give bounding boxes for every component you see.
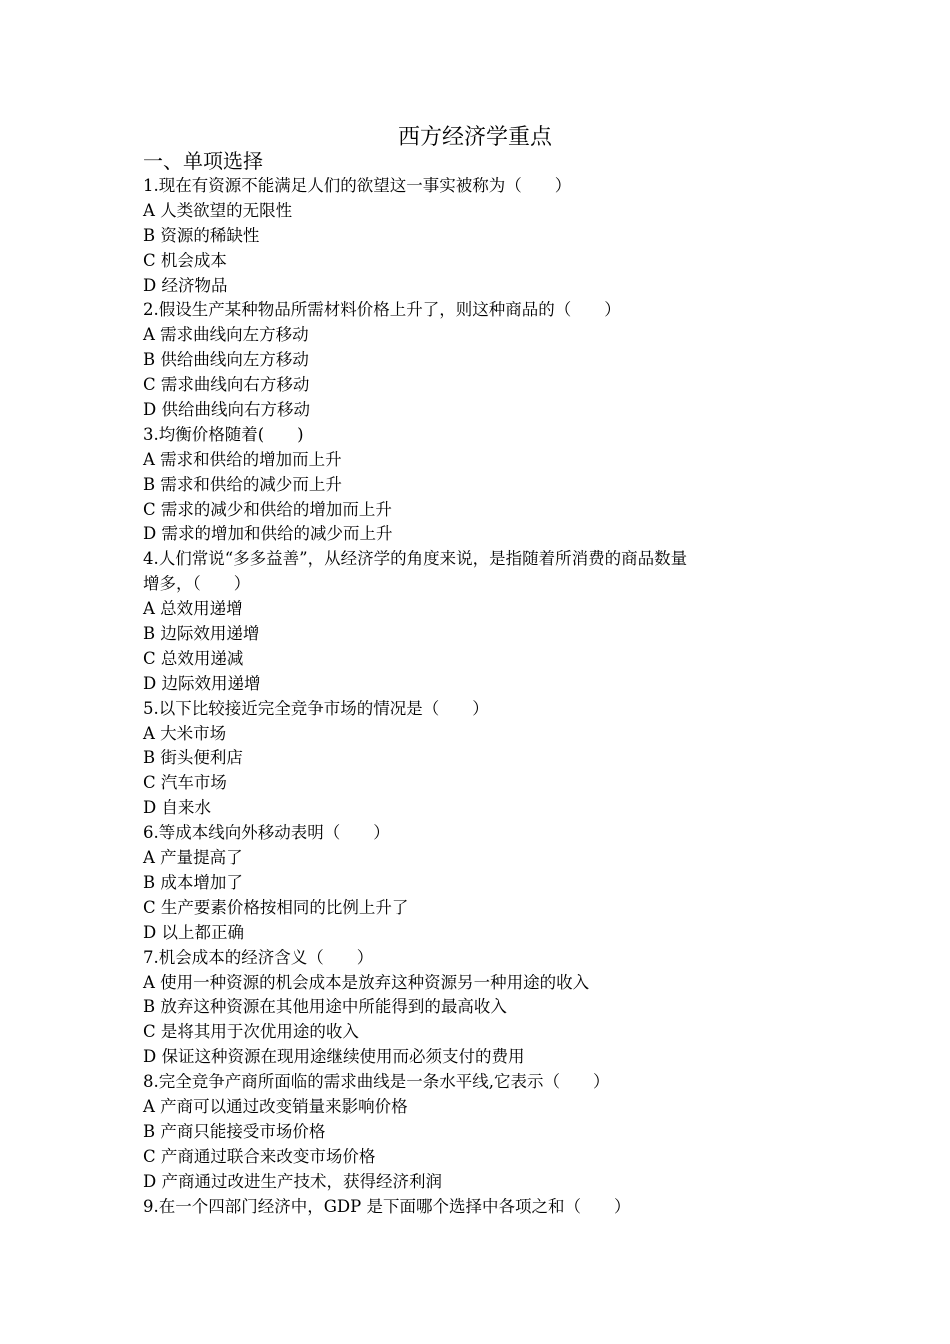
question-3-option-a: A 需求和供给的增加而上升 xyxy=(143,449,342,469)
question-6-option-b: B 成本增加了 xyxy=(143,872,243,892)
question-1-option-a: A 人类欲望的无限性 xyxy=(143,200,293,220)
question-7-option-a: A 使用一种资源的机会成本是放弃这种资源另一种用途的收入 xyxy=(143,972,590,992)
question-6-option-c: C 生产要素价格按相同的比例上升了 xyxy=(143,897,409,917)
question-8-option-a: A 产商可以通过改变销量来影响价格 xyxy=(143,1096,408,1116)
question-5-option-d: D 自来水 xyxy=(143,798,211,818)
question-2-option-c: C 需求曲线向右方移动 xyxy=(143,375,310,395)
question-5-option-a: A 大米市场 xyxy=(143,723,227,743)
question-7-option-c: C 是将其用于次优用途的收入 xyxy=(143,1022,359,1042)
question-8: 8.完全竞争产商所面临的需求曲线是一条水平线,它表示（ ） xyxy=(143,1072,610,1092)
question-3-option-b: B 需求和供给的减少而上升 xyxy=(143,474,342,494)
question-8-option-d: D 产商通过改进生产技术，获得经济利润 xyxy=(143,1171,442,1191)
question-8-option-b: B 产商只能接受市场价格 xyxy=(143,1121,326,1141)
question-4: 4.人们常说“多多益善”，从经济学的角度来说，是指随着所消费的商品数量 xyxy=(143,549,688,569)
question-3-option-c: C 需求的减少和供给的增加而上升 xyxy=(143,499,392,519)
question-2: 2.假设生产某种物品所需材料价格上升了，则这种商品的（ ） xyxy=(143,300,621,320)
question-4-option-a: A 总效用递增 xyxy=(143,599,243,619)
document-title: 西方经济学重点 xyxy=(397,125,552,150)
question-1-option-b: B 资源的稀缺性 xyxy=(143,225,260,245)
question-7: 7.机会成本的经济含义（ ） xyxy=(143,947,374,967)
question-4-option-c: C 总效用递减 xyxy=(143,648,244,668)
question-2-option-b: B 供给曲线向左方移动 xyxy=(143,350,309,370)
question-3-option-d: D 需求的增加和供给的减少而上升 xyxy=(143,524,393,544)
question-1: 1.现在有资源不能满足人们的欲望这一事实被称为（ ） xyxy=(143,176,572,195)
question-1-option-d: D 经济物品 xyxy=(143,275,228,295)
question-8-option-c: C 产商通过联合来改变市场价格 xyxy=(143,1146,376,1166)
question-5-option-b: B 街头便利店 xyxy=(143,748,243,768)
question-5: 5.以下比较接近完全竞争市场的情况是（ ） xyxy=(143,698,489,718)
question-5-option-c: C 汽车市场 xyxy=(143,773,227,793)
question-3: 3.均衡价格随着( ) xyxy=(143,424,304,444)
section-heading: 一、单项选择 xyxy=(143,149,263,173)
question-4-continued: 增多，（ ） xyxy=(143,574,251,594)
question-1-option-c: C 机会成本 xyxy=(143,250,227,270)
question-9: 9.在一个四部门经济中，GDP 是下面哪个选择中各项之和（ ） xyxy=(143,1196,631,1216)
question-6: 6.等成本线向外移动表明（ ） xyxy=(143,823,390,843)
question-4-option-d: D 边际效用递增 xyxy=(143,673,261,693)
question-7-option-b: B 放弃这种资源在其他用途中所能得到的最高收入 xyxy=(143,997,507,1017)
question-6-option-a: A 产量提高了 xyxy=(143,848,243,868)
question-2-option-d: D 供给曲线向右方移动 xyxy=(143,400,310,420)
question-2-option-a: A 需求曲线向左方移动 xyxy=(143,325,309,345)
question-4-option-b: B 边际效用递增 xyxy=(143,624,260,644)
question-7-option-d: D 保证这种资源在现用途继续使用而必须支付的费用 xyxy=(143,1047,525,1067)
question-6-option-d: D 以上都正确 xyxy=(143,922,244,942)
question-list xyxy=(143,174,823,1219)
